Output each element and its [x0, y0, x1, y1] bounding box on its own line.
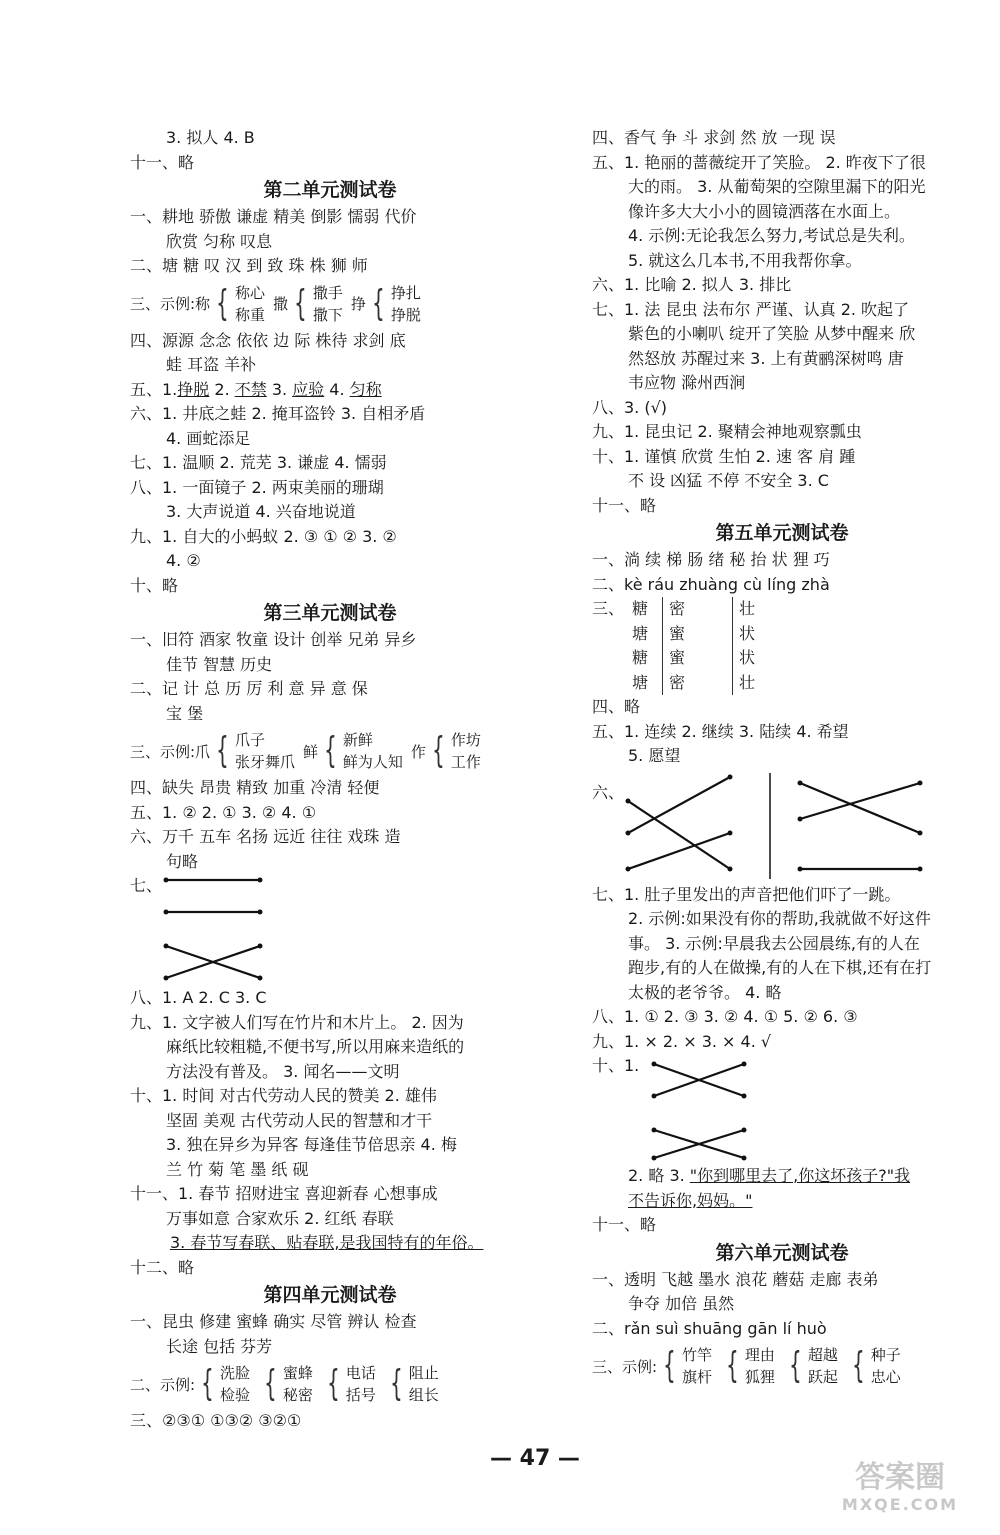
answer-line: 四、略 [592, 697, 641, 716]
answer-line: 4. 示例:无论我怎么努力,考试总是失利。 [628, 226, 915, 245]
answer-line: 一、昆虫 修建 蜜蜂 确实 尽管 辨认 检查 [130, 1312, 417, 1331]
answer-line: 宝 堡 [166, 703, 204, 723]
answer-line: 5. 就这么几本书,不用我帮你拿。 [628, 250, 862, 270]
answer-line: 八、1. ① 2. ③ 3. ② 4. ① 5. ② 6. ③ [592, 1007, 858, 1026]
brace-answer-row: 三、示例:称 { 称心 称重 撒 { 撒手 撒下 挣 { 挣扎 挣脱 [130, 282, 421, 324]
answer-line: 十二、略 [130, 1257, 195, 1277]
matching-diagram-qi: 七、 [130, 874, 530, 986]
answer-line: 五、1. 连续 2. 继续 3. 陆续 4. 希望 [592, 721, 849, 741]
answer-line: 六、1. 井底之蛙 2. 掩耳盗铃 3. 自相矛盾 [130, 404, 426, 423]
answer-line: 五、1. ② 2. ① 3. ② 4. ① [130, 802, 317, 822]
answer-line: 二、塘 糖 叹 汉 到 致 珠 株 狮 师 [130, 256, 368, 275]
answer-line: 欣赏 匀称 叹息 [166, 231, 273, 251]
watermark-logo: 答案圈 MXQE.COM [841, 1460, 959, 1514]
answer-line: 长途 包括 芬芳 [166, 1336, 273, 1356]
answer-line: 五、1. 艳丽的蔷薇绽开了笑脸。 2. 昨夜下了很 [592, 152, 926, 172]
answer-line: 四、缺失 昂贵 精致 加重 冷清 轻便 [130, 778, 380, 797]
answer-line: 六、万千 五车 名扬 远近 往往 戏珠 造 [130, 827, 401, 846]
unit-4-title: 第四单元测试卷 [263, 1284, 397, 1306]
answer-line: 一、淌 续 梯 肠 绪 秘 抬 状 狸 巧 [592, 550, 830, 569]
answer-line: 十、1. 时间 对古代劳动人民的赞美 2. 雄伟 [130, 1086, 437, 1105]
answer-line: 不 设 凶猛 不停 不安全 3. C [628, 471, 829, 490]
matching-diagram-liu: 六、 [592, 769, 972, 883]
answer-line: 八、1. 一面镜子 2. 两束美丽的珊瑚 [130, 477, 384, 497]
unit-3-title: 第三单元测试卷 [263, 602, 397, 624]
unit-2-title: 第二单元测试卷 [263, 179, 397, 201]
answer-line-underlined: 不告诉你,妈妈。" [628, 1190, 753, 1210]
answer-line: 3. 独在异乡为异客 每逢佳节倍思亲 4. 梅 [166, 1135, 457, 1154]
unit-6-title: 第六单元测试卷 [715, 1241, 849, 1264]
answer-line: 5. 愿望 [628, 746, 681, 765]
answer-line: 佳节 智慧 历史 [166, 654, 273, 674]
answer-line: 十一、略 [592, 495, 657, 515]
answer-line: 一、透明 飞越 墨水 浪花 蘑菇 走廊 表弟 [592, 1269, 879, 1289]
brace-answer-row: 三、示例:爪 { 爪子 张牙舞爪 鲜 { 新鲜 鲜为人知 作 { 作坊 工作 [130, 730, 481, 771]
answer-line: 一、旧符 酒家 牧童 设计 创举 兄弟 异乡 [130, 630, 417, 649]
answer-line: 九、1. 昆虫记 2. 聚精会神地观察瓢虫 [592, 422, 862, 441]
answer-line: 3. 大声说道 4. 兴奋地说道 [166, 502, 356, 521]
answer-line: 大的雨。 3. 从葡萄架的空隙里漏下的阳光 [628, 177, 926, 196]
answer-line: 像许多大大小小的圆镜洒落在水面上。 [628, 201, 901, 221]
page-number: — 47 — [490, 1446, 580, 1471]
brace-answer-row: 三、示例: { 竹竿 旗杆 { 理由 狐狸 { 超越 跃起 { 种子 忠心 [592, 1345, 901, 1386]
right-column [592, 126, 972, 1391]
answer-line: 坚固 美观 古代劳动人民的智慧和才干 [166, 1110, 433, 1130]
pinyin-line: 二、rǎn suì shuāng gān lí huò [592, 1318, 827, 1338]
char-table: 三、 糖 密 壮 塘 蜜 状 糖 蜜 状 塘 密 壮 [592, 597, 972, 695]
answer-line: 十一、1. 春节 招财进宝 喜迎新春 心想事成 [130, 1184, 438, 1203]
answer-line: 事。 3. 示例:早晨我去公园晨练,有的人在 [628, 933, 920, 953]
matching-diagram-shi: 十、1. [592, 1054, 972, 1164]
answer-line: 十一、略 [130, 152, 195, 172]
answer-line: 七、1. 温顺 2. 荒芜 3. 谦虚 4. 懦弱 [130, 453, 387, 472]
unit-5-title: 第五单元测试卷 [715, 522, 849, 544]
answer-line: 四、香气 争 斗 求剑 然 放 一现 误 [592, 128, 836, 147]
answer-line: 4. 画蛇添足 [166, 428, 251, 448]
answer-line: 紫色的小喇叭 绽开了笑脸 从梦中醒来 欣 [628, 324, 916, 343]
answer-line: 七、1. 法 昆虫 法布尔 严谨、认真 2. 吹起了 [592, 299, 910, 319]
answer-line: 2. 示例:如果没有你的帮助,我就做不好这件 [628, 909, 931, 928]
answer-line: 十一、略 [592, 1215, 657, 1234]
answer-line: 麻纸比较粗糙,不便书写,所以用麻来造纸的 [166, 1037, 465, 1056]
brace-answer-row: 二、示例: { 洗脸 检验 { 蜜蜂 秘密 { 电话 括号 { 阻止 组长 [130, 1363, 439, 1404]
answer-line: 3. 拟人 4. B [166, 128, 255, 147]
answer-line: 争夺 加倍 虽然 [628, 1294, 735, 1313]
answer-line: 蛙 耳盗 羊补 [166, 355, 257, 374]
answer-line: 跑步,有的人在做操,有的人在下棋,还有在打 [628, 958, 932, 977]
answer-line: 八、1. A 2. C 3. C [130, 988, 267, 1007]
answer-line: 一、耕地 骄傲 谦虚 精美 倒影 懦弱 代价 [130, 207, 417, 226]
answer-line: 兰 竹 菊 笔 墨 纸 砚 [166, 1159, 309, 1179]
left-column [130, 126, 530, 1434]
answer-line: 九、1. 文字被人们写在竹片和木片上。 2. 因为 [130, 1012, 464, 1032]
answer-line: 2. 略 3. "你到哪里去了,你这坏孩子?"我 [628, 1166, 911, 1185]
matching-lines [620, 769, 970, 883]
answer-line: 二、记 计 总 历 厉 利 意 异 意 保 [130, 679, 368, 698]
answer-line: 句略 [166, 851, 199, 871]
answer-line: 然怒放 苏醒过来 3. 上有黄鹂深树鸣 唐 [628, 348, 904, 368]
answer-line: 韦应物 滁州西涧 [628, 373, 746, 392]
pinyin-line: 二、kè ráu zhuàng cù líng zhà [592, 574, 830, 594]
matching-lines [640, 1054, 780, 1164]
answer-line: 四、源源 念念 依依 边 际 株待 求剑 底 [130, 330, 406, 350]
answer-line: 4. ② [166, 551, 201, 570]
answer-line: 三、②③① ①③② ③②① [130, 1411, 302, 1430]
answer-line: 九、1. 自大的小蚂蚁 2. ③ ① ② 3. ② [130, 526, 397, 546]
answer-line: 七、1. 肚子里发出的声音把他们吓了一跳。 [592, 884, 901, 904]
answer-line: 六、1. 比喻 2. 拟人 3. 排比 [592, 275, 792, 294]
answer-line: 十、1. 谨慎 欣赏 生怕 2. 速 客 肩 踵 [592, 446, 856, 466]
answer-line: 万事如意 合家欢乐 2. 红纸 春联 [166, 1208, 394, 1228]
answer-line-underlined: 3. 春节写春联、贴春联,是我国特有的年俗。 [170, 1233, 484, 1252]
matching-lines [160, 874, 300, 986]
answer-line-underlined: 五、1.挣脱 2. 不禁 3. 应验 4. 匀称 [130, 379, 382, 399]
answer-line: 九、1. × 2. × 3. × 4. √ [592, 1031, 772, 1051]
answer-line: 八、3. (√) [592, 397, 668, 417]
answer-line: 太极的老爷爷。 4. 略 [628, 982, 782, 1002]
answer-line: 十、略 [130, 575, 179, 595]
answer-line: 方法没有普及。 3. 闻名——文明 [166, 1061, 400, 1081]
